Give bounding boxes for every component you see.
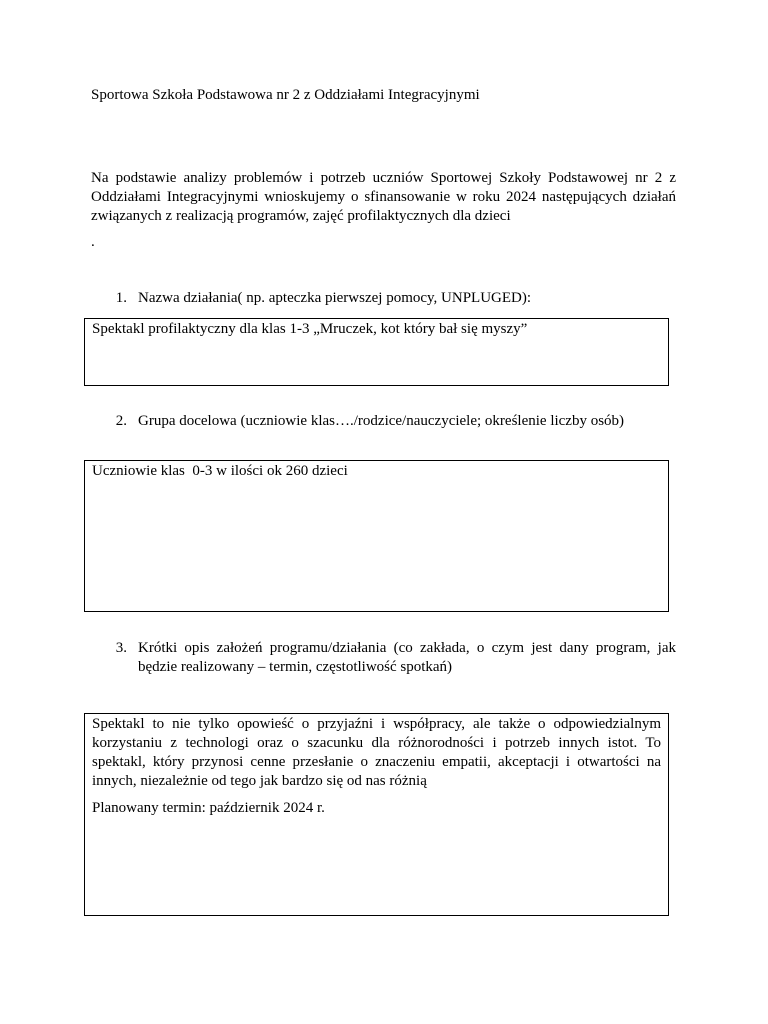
question-3-label: Krótki opis założeń programu/działania (co zakłada, o czym jest dany program, jak będzie realizowany – termin, częstotliwość spotkań) bbox=[138, 640, 676, 675]
question-1-label: Nazwa działania( np. apteczka pierwszej pomocy, UNPLUGED): bbox=[138, 290, 532, 306]
answer-2-box[interactable] bbox=[84, 460, 669, 612]
intro-dot: . bbox=[91, 234, 95, 250]
answer-1-box[interactable] bbox=[84, 318, 669, 386]
answer-2-text: Uczniowie klas 0-3 w ilości ok 260 dzieci bbox=[92, 463, 348, 479]
answer-3-term: Planowany termin: październik 2024 r. bbox=[92, 800, 325, 816]
answer-3-description: Spektakl to nie tylko opowieść o przyjaźni i współpracy, ale także o odpowiedzialnym korzystaniu z technologi oraz o szacunku dla różnorodności i potrzeb innych istot. To spektakl, który przynosi cenne przesłanie o znaczeniu empatii, akceptacji i otwartości na innych, niezależnie od tego jak bardzo się od nas różnią bbox=[92, 716, 661, 789]
question-2-number: 2. bbox=[115, 413, 127, 429]
answer-3-box[interactable] bbox=[84, 713, 669, 916]
intro-paragraph: Na podstawie analizy problemów i potrzeb uczniów Sportowej Szkoły Podstawowej nr 2 z Oddziałami Integracyjnymi wnioskujemy o sfinansowanie w roku 2024 następujących działań związanych z realizacją programów, zajęć profilaktycznych dla dzieci bbox=[91, 170, 676, 224]
question-1-number: 1. bbox=[115, 290, 127, 306]
school-name: Sportowa Szkoła Podstawowa nr 2 z Oddziałami Integracyjnymi bbox=[91, 87, 480, 103]
answer-1-text: Spektakl profilaktyczny dla klas 1-3 „Mruczek, kot który bał się myszy” bbox=[92, 321, 528, 337]
question-2-label: Grupa docelowa (uczniowie klas…./rodzice/nauczyciele; określenie liczby osób) bbox=[138, 413, 625, 429]
question-3-number: 3. bbox=[115, 640, 127, 656]
